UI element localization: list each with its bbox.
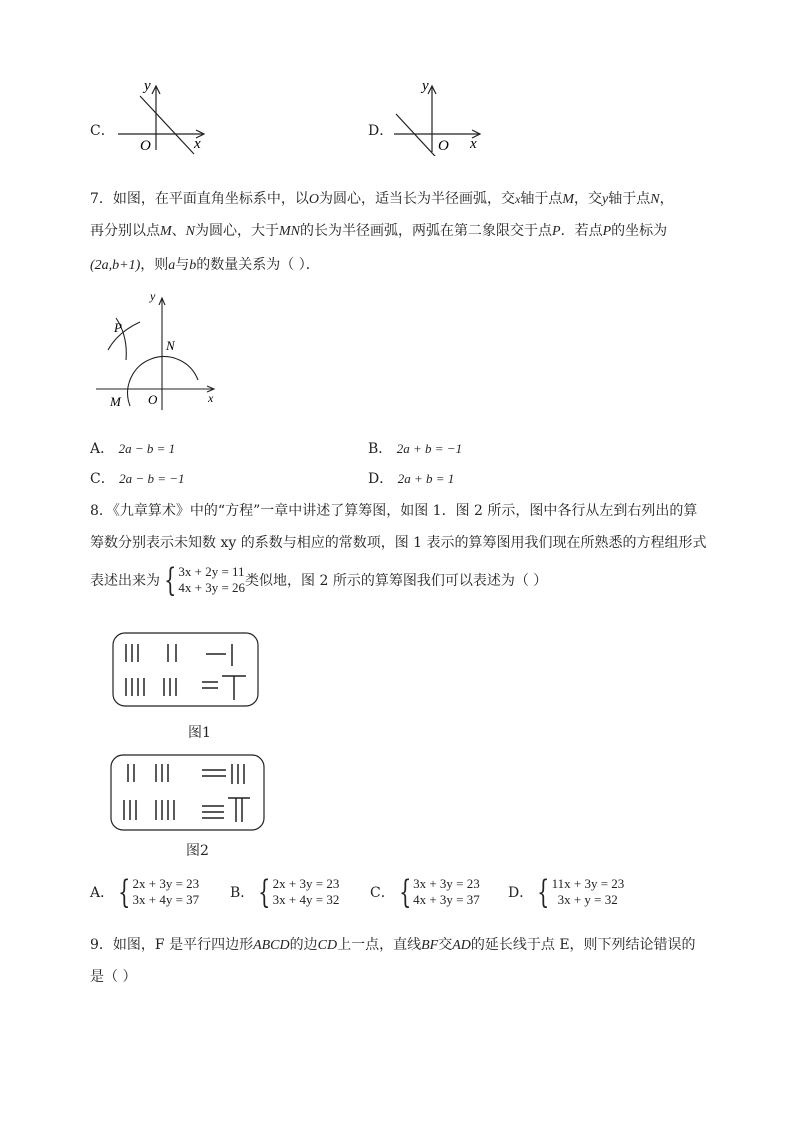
q7-figure [94, 288, 224, 412]
q6-option-c-graph [112, 76, 212, 156]
q6c-y-label: y [144, 78, 151, 94]
q7-fig-x: x [208, 391, 214, 405]
q7-option-b[interactable]: B． 2a + b = −1 [368, 441, 463, 457]
q7-option-a[interactable]: A． 2a − b = 1 [90, 441, 176, 457]
q6d-x-label: x [470, 136, 477, 152]
q7-line-3: (2a,b+1)，则a与b的数量关系为（ ）． [90, 257, 320, 273]
q7-fig-P: P [114, 320, 122, 335]
q7-fig-y: y [150, 289, 156, 303]
q7-option-d[interactable]: D． 2a + b = 1 [368, 471, 455, 487]
q8-option-a[interactable]: A． { 2x + 3y = 23 3x + 4y = 37 [90, 873, 200, 911]
q8-option-b[interactable]: B． { 2x + 3y = 23 3x + 4y = 32 [230, 873, 340, 911]
q6-option-d-label: D． [368, 123, 394, 139]
q8-option-d[interactable]: D． { 11x + 3y = 23 3x + y = 32 [508, 873, 625, 911]
q7-option-c[interactable]: C． 2a − b = −1 [90, 471, 185, 487]
q9-line-2: 是（ ） [90, 969, 137, 985]
q6c-origin-label: O [140, 138, 151, 154]
q8-line-2: 筹数分别表示未知数 xy 的系数与相应的常数项，图 1 表示的算筹图用我们现在所熟悉的方程组形式 [90, 535, 707, 551]
q8-system: { 3x + 2y = 11 4x + 3y = 26 [164, 561, 246, 599]
q9-line-1: 9．如图，F 是平行四边形ABCD的边CD上一点，直线BF交AD的延长线于点 E，则下列结论错误的 [90, 937, 696, 953]
q8-fig1-caption: 图1 [188, 725, 211, 741]
q8-figure-1 [112, 632, 260, 708]
q7-fig-N: N [166, 338, 175, 353]
q6-option-c-label: C． [90, 123, 115, 139]
q6d-y-label: y [422, 78, 429, 94]
q6c-x-label: x [194, 136, 201, 152]
q8-figure-2 [110, 754, 266, 832]
q7-fig-O: O [148, 392, 158, 407]
q7-line-2: 再分别以点M、N为圆心，大于MN的长为半径画弧，两弧在第二象限交于点P．若点P的坐标为 [90, 223, 668, 239]
q7-fig-M: M [110, 394, 121, 409]
q8-line-3: 表述出来为 { 3x + 2y = 11 4x + 3y = 26 类似地，图 2 所示的算筹图我们可以表述为（ ） [90, 561, 548, 599]
q6d-origin-label: O [438, 138, 449, 154]
q8-fig2-caption: 图2 [186, 843, 209, 859]
q6-option-d-graph [388, 76, 488, 156]
q7-line-1: 7．如图，在平面直角坐标系中，以O为圆心，适当长为半径画弧，交x轴于点M，交y轴于点N， [90, 191, 674, 207]
q8-line-1: 8．《九章算术》中的“方程”一章中讲述了算筹图，如图 1．图 2 所示，图中各行从左到右列出的算 [90, 503, 698, 519]
q8-option-c[interactable]: C． { 3x + 3y = 23 4x + 3y = 37 [370, 873, 480, 911]
